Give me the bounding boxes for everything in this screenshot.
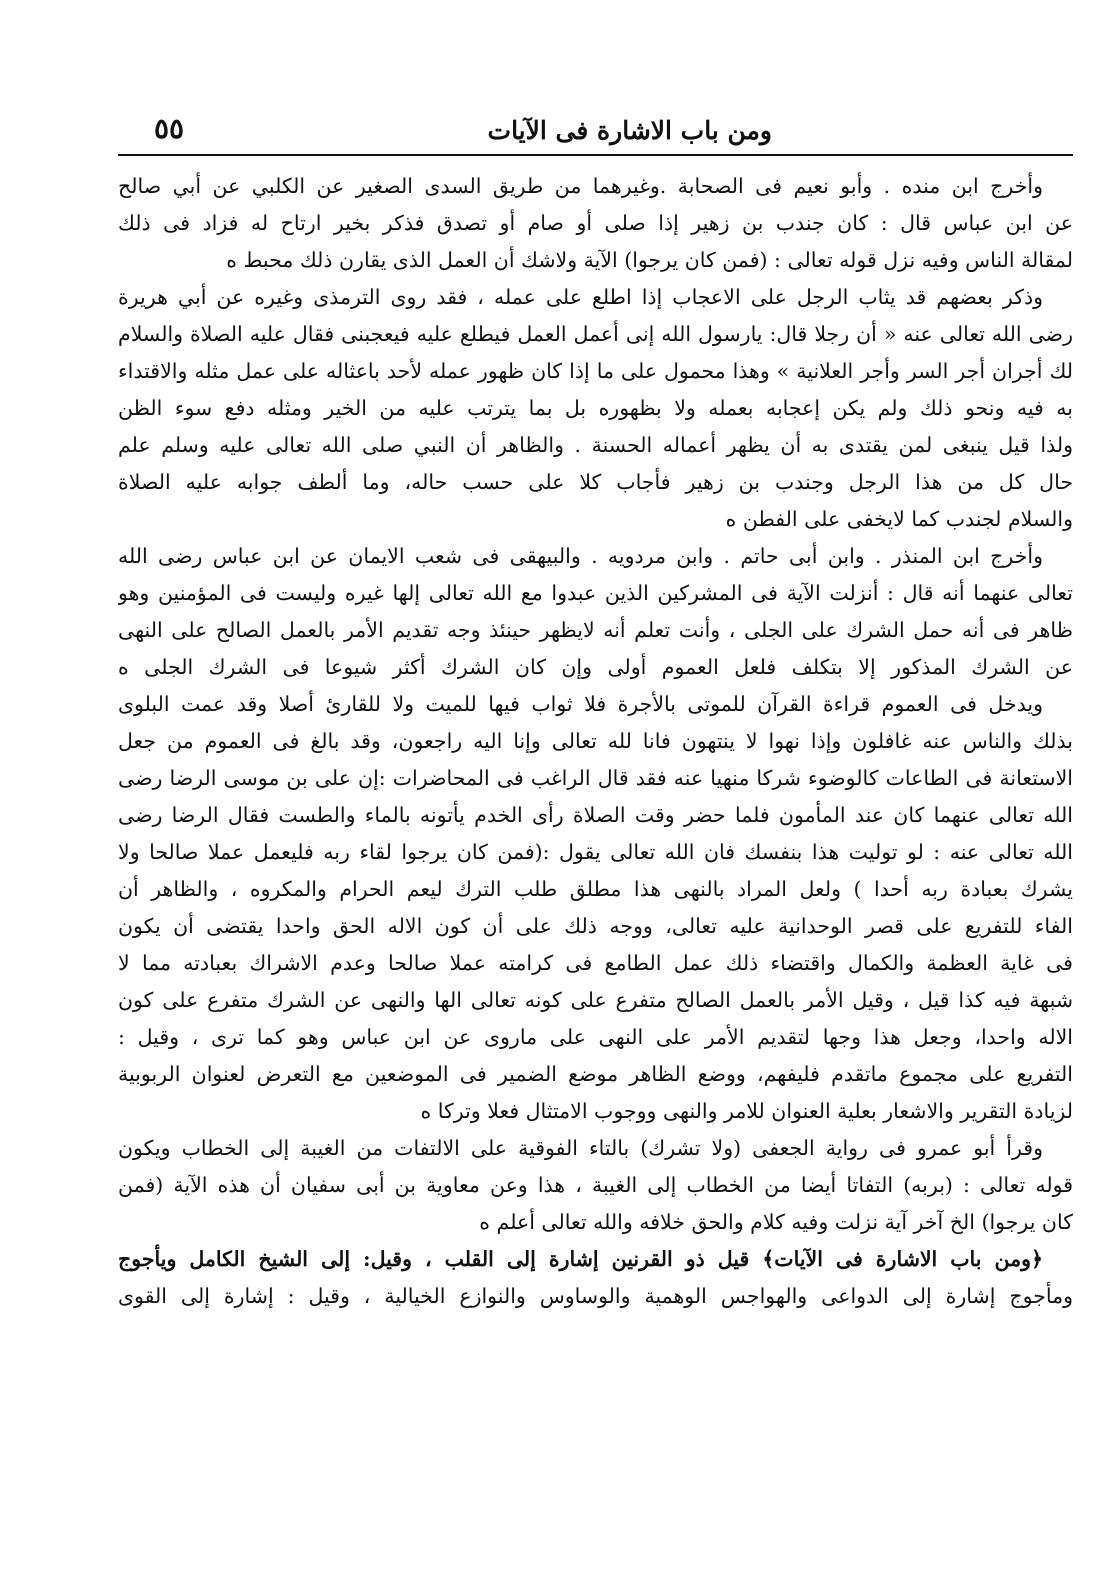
text-line: شبهة فيه كذا قيل ، وقيل الأمر بالعمل الصالح متفرع على كونه تعالى الها والنهى عن الشرك متفرع على كون bbox=[118, 988, 1073, 1012]
text-line: كان يرجوا) الخ آخر آية نزلت وفيه كلام والحق خلافه والله تعالى أعلم ه bbox=[479, 1210, 1073, 1234]
text-line: فى غاية العظمة والكمال واقتضاء ذلك عمل الطامع فى كرامته عملا صالحا وعدم الاشراك بعبادته مما لا bbox=[118, 951, 1073, 975]
text-line: الله تعالى عنهما كان عند المأمون فلما حضر وقت الصلاة رأى الخدم يأتونه بالماء والطست فقال الرضا رضى bbox=[118, 803, 1073, 827]
text-line: عن ابن عباس قال : كان جندب بن زهير إذا صلى أو صام أو تصدق فذكر بخير ارتاح له فزاد فى ذلك bbox=[118, 211, 1073, 235]
text-line: وذكر بعضهم قد يثاب الرجل على الاعجاب إذا اطلع على عمله ، فقد روى الترمذى وغيره عن أبي هريرة bbox=[118, 285, 1043, 309]
text-line: به فيه ونحو ذلك ولم يكن إعجابه بعمله ولا بظهوره بل بما يترتب عليه من الخير ومثله دفع سوء الظن bbox=[118, 396, 1073, 420]
text-line: ولذا قيل ينبغى لمن يقتدى به أن يظهر أعماله الحسنة . والظاهر أن النبي صلى الله تعالى عليه وسلم علم bbox=[118, 433, 1073, 457]
text-line: التفريع على مجموع ماتقدم فليفهم، ووضع الظاهر موضع الضمير فى الموضعين مع التعرض لعنوان الربوبية bbox=[118, 1062, 1073, 1086]
text-line: تعالى عنهما أنه قال : أنزلت الآية فى المشركين الذين عبدوا مع الله تعالى إلها غيره وليست فى المؤمنين وهو bbox=[118, 581, 1073, 605]
text-line: حال كل من هذا الرجل وجندب بن زهير فأجاب كلا على حسب حاله، وما ألطف جوابه عليه الصلاة bbox=[118, 470, 1073, 494]
text-line: لزيادة التقرير والاشعار بعلية العنوان للامر والنهى ووجوب الامتثال فعلا وتركا ه bbox=[420, 1099, 1073, 1123]
text-line: الاله واحدا، وجعل هذا وجها لتقديم الأمر على النهى على ماروى عن ابن عباس وهو كما ترى ، وقيل : bbox=[118, 1025, 1073, 1049]
page-number: ٥٥ bbox=[154, 112, 185, 145]
text-line: ويدخل فى العموم قراءة القرآن للموتى بالأجرة فلا ثواب فيها للميت ولا للقارئ أصلا وقد عمت البلوى bbox=[118, 692, 1043, 716]
body-text bbox=[118, 168, 1073, 1315]
header-rule bbox=[118, 154, 1073, 156]
running-head: ومن باب الاشارة فى الآيات bbox=[487, 116, 772, 145]
text-line: وأخرج ابن المنذر . وابن أبى حاتم . وابن مردويه . والبيهقى فى شعب الايمان عن ابن عباس رضى الله bbox=[118, 544, 1043, 568]
text-line: عن الشرك المذكور إلا بتكلف فلعل العموم أولى وإن كان الشرك أكثر شيوعا فى الشرك الجلى ه bbox=[118, 655, 1073, 679]
text-line: الله تعالى عنه : لو توليت هذا بنفسك فان الله تعالى يقول :(فمن كان يرجوا لقاء ربه فليعمل عملا صالحا ولا bbox=[118, 840, 1073, 864]
text-line: ﴿ومن باب الاشارة فى الآيات﴾ قيل ذو القرنين إشارة إلى القلب ، وقيل: إلى الشيخ الكامل ويأجوج bbox=[118, 1247, 1043, 1271]
text-line: ظاهر فى أنه حمل الشرك على الجلى ، وأنت تعلم أنه لايظهر حينئذ وجه تقديم الأمر بالعمل الصالح على النهى bbox=[118, 618, 1073, 642]
text-line: ومأجوج إشارة إلى الدواعى والهواجس الوهمية والوساوس والنوازع الخيالية ، وقيل : إشارة إلى القوى bbox=[118, 1284, 1073, 1308]
page-header bbox=[120, 108, 1072, 156]
text-line: والسلام لجندب كما لايخفى على الفطن ه bbox=[725, 507, 1073, 531]
text-line: بذلك والناس عنه غافلون وإذا نهوا لا ينتهون فانا لله تعالى وإنا اليه راجعون، وقد بالغ فى العموم من جعل bbox=[118, 729, 1073, 753]
text-line: الفاء للتفريع على قصر الوحدانية عليه تعالى، ووجه ذلك على أن كون الاله الحق واحدا يقتضى أن يكون bbox=[118, 914, 1073, 938]
text-line: وأخرج ابن منده . وأبو نعيم فى الصحابة .وغيرهما من طريق السدى الصغير عن الكلبي عن أبي صالح bbox=[118, 174, 1043, 198]
text-line: وقرأ أبو عمرو فى رواية الجعفى (ولا تشرك) بالتاء الفوقية على الالتفات من الغيبة إلى الخطاب ويكون bbox=[118, 1136, 1043, 1160]
text-line: رضى الله تعالى عنه « أن رجلا قال: يارسول الله إنى أعمل العمل فيطلع عليه فيعجبنى فقال عليه الصلاة والسلام bbox=[118, 322, 1073, 346]
text-line: يشرك بعبادة ربه أحدا ) ولعل المراد بالنهى هذا مطلق طلب الترك ليعم الحرام والمكروه ، والظاهر أن bbox=[118, 877, 1073, 901]
text-line: الاستعانة فى الطاعات كالوضوء شركا منهيا عنه فقد قال الراغب فى المحاضرات :إن على بن موسى الرضا رضى bbox=[118, 766, 1073, 790]
text-line: قوله تعالى : (بربه) التفاتا أيضا من الخطاب إلى الغيبة ، هذا وعن معاوية بن أبى سفيان أن هذه الآية (فمن bbox=[118, 1173, 1073, 1197]
text-line: لمقالة الناس وفيه نزل قوله تعالى : (فمن كان يرجوا) الآية ولاشك أن العمل الذى يقارن ذلك محبط ه bbox=[226, 248, 1073, 272]
text-line: لك أجران أجر السر وأجر العلانية » وهذا محمول على ما إذا كان ظهور عمله لأحد باعثاله على عمل مثله والاقتداء bbox=[118, 359, 1073, 383]
